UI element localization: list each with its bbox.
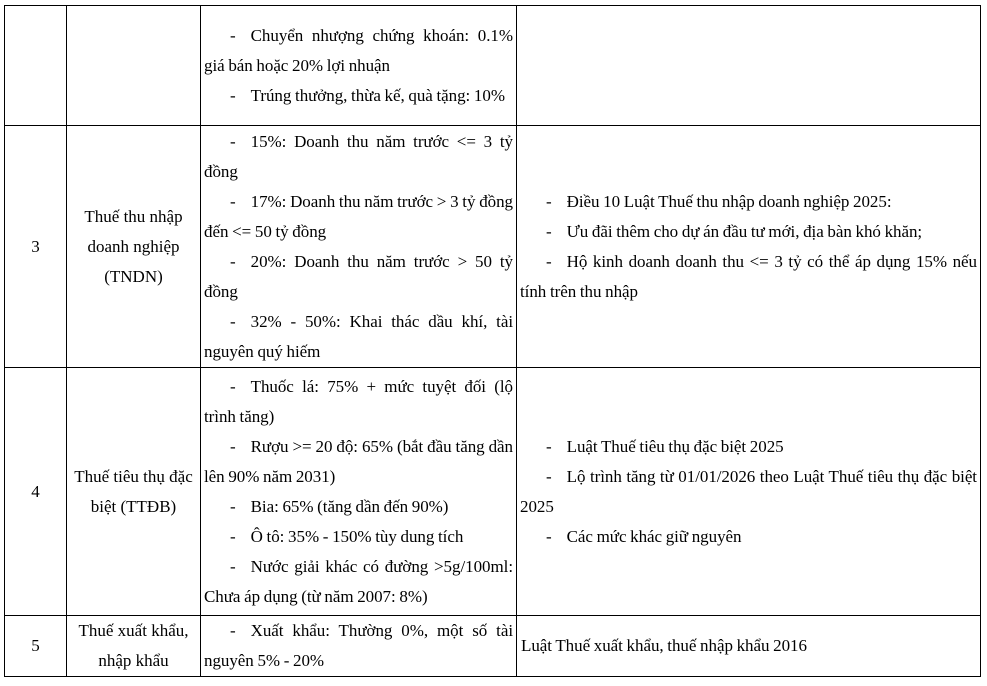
row-number-cell — [5, 616, 67, 677]
basis-item — [520, 217, 977, 247]
basis-item — [520, 462, 977, 522]
detail-item — [204, 247, 513, 307]
dash-bullet: - — [546, 526, 552, 546]
basis-text: Điều 10 Luật Thuế thu nhập doanh nghiệp 2025: — [566, 191, 892, 211]
detail-item — [204, 432, 513, 492]
row-number-cell — [5, 126, 67, 368]
row-number — [5, 6, 66, 125]
detail-item — [204, 522, 513, 552]
dash-bullet: - — [230, 131, 236, 151]
legal-basis-cell — [517, 368, 981, 616]
dash-bullet: - — [230, 376, 236, 396]
row-number: 5 — [31, 636, 40, 655]
detail-text: 32% - 50%: Khai thác dầu khí, tài nguyên quý hiếm — [204, 311, 513, 361]
detail-text: Bia: 65% (tăng dần đến 90%) — [250, 496, 449, 516]
detail-text: Ô tô: 35% - 150% tùy dung tích — [250, 526, 464, 546]
dash-bullet: - — [230, 85, 236, 105]
table-row — [5, 616, 981, 677]
basis-item — [520, 187, 977, 217]
basis-item — [520, 522, 977, 552]
table-row — [5, 368, 981, 616]
basis-text: Lộ trình tăng từ 01/01/2026 theo Luật Thuế tiêu thụ đặc biệt 2025 — [520, 466, 977, 516]
tax-details-cell — [201, 368, 517, 616]
detail-text: 15%: Doanh thu năm trước <= 3 tỷ đồng — [204, 131, 513, 181]
tax-name-cell — [67, 616, 201, 677]
detail-item — [204, 81, 513, 111]
basis-item — [520, 631, 977, 661]
tax-details-cell — [201, 126, 517, 368]
detail-text: Rượu >= 20 độ: 65% (bắt đầu tăng dần lên 90% năm 2031) — [204, 436, 513, 486]
dash-bullet: - — [230, 436, 236, 456]
dash-bullet: - — [546, 436, 552, 456]
detail-text: Chuyển nhượng chứng khoán: 0.1% giá bán hoặc 20% lợi nhuận — [204, 25, 513, 75]
dash-bullet: - — [546, 251, 552, 271]
tax-details-cell — [201, 616, 517, 677]
tax-table — [4, 5, 981, 677]
row-number: 3 — [31, 236, 40, 256]
dash-bullet: - — [546, 466, 552, 486]
basis-text: Các mức khác giữ nguyên — [566, 526, 742, 546]
detail-item — [204, 127, 513, 187]
table-row — [5, 126, 981, 368]
detail-text: Thuốc lá: 75% + mức tuyệt đối (lộ trình tăng) — [204, 376, 513, 426]
basis-item — [520, 247, 977, 307]
tax-name-cell — [67, 6, 201, 126]
dash-bullet: - — [546, 221, 552, 241]
tax-name: Thuế xuất khẩu, nhập khẩu — [78, 621, 189, 670]
detail-item — [204, 307, 513, 367]
tax-name-cell — [67, 368, 201, 616]
dash-bullet: - — [230, 251, 236, 271]
detail-text: Nước giải khác có đường >5g/100ml: Chưa áp dụng (từ năm 2007: 8%) — [204, 556, 513, 606]
detail-text: 17%: Doanh thu năm trước > 3 tỷ đồng đến <= 50 tỷ đồng — [204, 191, 513, 241]
row-number-cell — [5, 368, 67, 616]
detail-item — [204, 372, 513, 432]
dash-bullet: - — [230, 496, 236, 516]
dash-bullet: - — [546, 191, 552, 211]
tax-name — [67, 6, 200, 125]
legal-basis-cell — [517, 126, 981, 368]
tax-name: Thuế tiêu thụ đặc biệt (TTĐB) — [74, 466, 193, 516]
row-number-cell — [5, 6, 67, 126]
dash-bullet: - — [230, 556, 236, 576]
basis-text: Hộ kinh doanh doanh thu <= 3 tỷ có thể áp dụng 15% nếu tính trên thu nhập — [520, 251, 977, 301]
detail-item — [204, 21, 513, 81]
detail-text: Trúng thưởng, thừa kế, quà tặng: 10% — [250, 85, 505, 105]
legal-basis-cell — [517, 6, 981, 126]
dash-bullet: - — [230, 621, 236, 640]
basis-text: Luật Thuế tiêu thụ đặc biệt 2025 — [566, 436, 784, 456]
table-row — [5, 6, 981, 126]
tax-details-cell — [201, 6, 517, 126]
basis-item — [520, 432, 977, 462]
detail-item — [204, 492, 513, 522]
detail-text: Xuất khẩu: Thường 0%, một số tài nguyên 5% - 20% — [204, 621, 513, 670]
row-number: 4 — [31, 481, 40, 501]
tax-name: Thuế thu nhập doanh nghiệp (TNDN) — [84, 206, 183, 286]
basis-text: Ưu đãi thêm cho dự án đầu tư mới, địa bàn khó khăn; — [566, 221, 923, 241]
dash-bullet: - — [230, 311, 236, 331]
tax-name-cell — [67, 126, 201, 368]
detail-item — [204, 187, 513, 247]
detail-item — [204, 616, 513, 676]
dash-bullet: - — [230, 25, 236, 45]
dash-bullet: - — [230, 526, 236, 546]
detail-text: 20%: Doanh thu năm trước > 50 tỷ đồng — [204, 251, 513, 301]
basis-text: Luật Thuế xuất khẩu, thuế nhập khẩu 2016 — [521, 636, 807, 655]
legal-basis-cell — [517, 616, 981, 677]
dash-bullet: - — [230, 191, 236, 211]
detail-item — [204, 552, 513, 612]
